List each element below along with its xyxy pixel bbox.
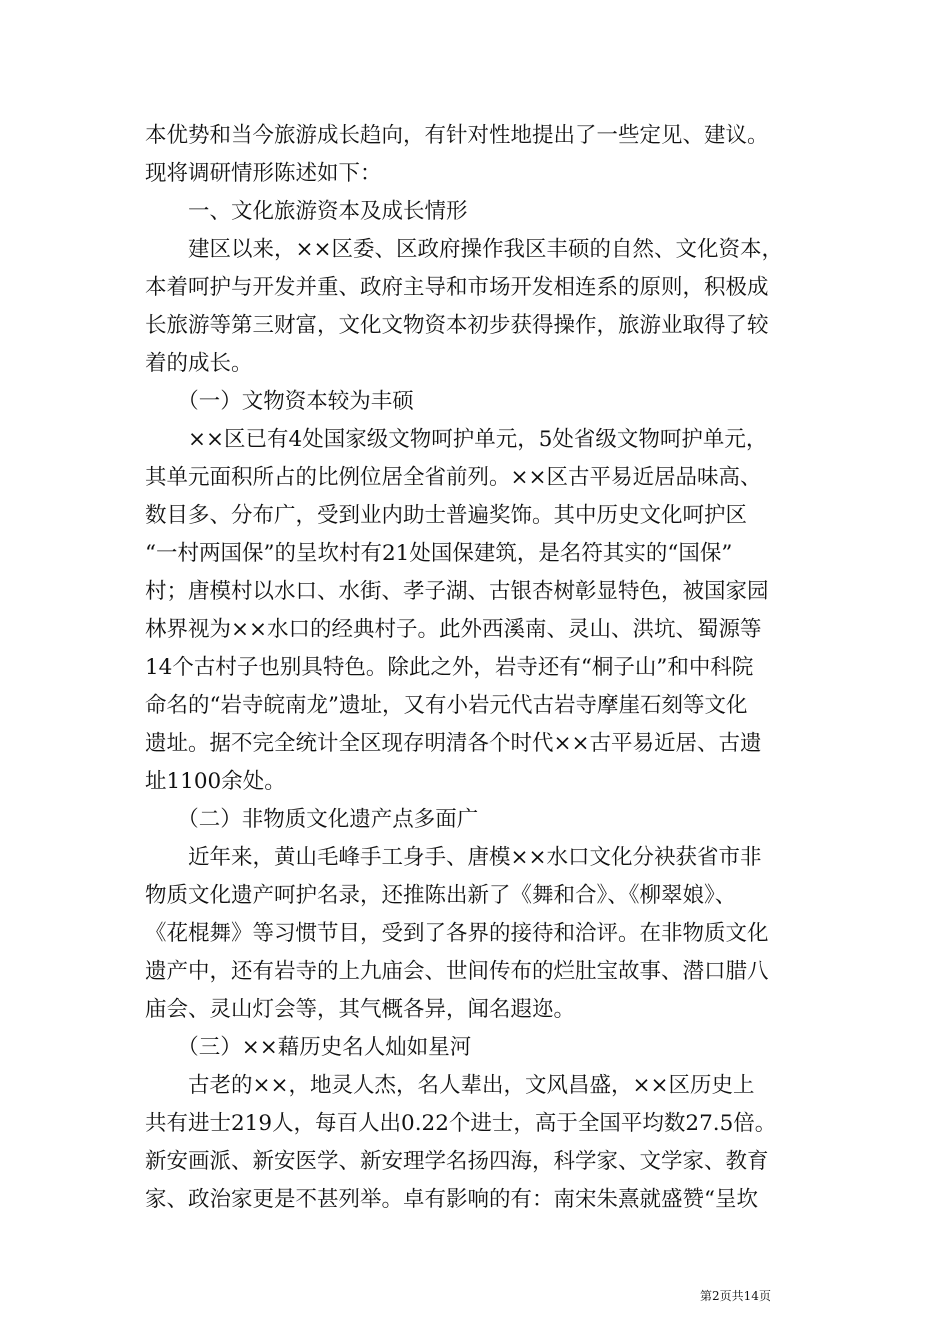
text-line: 村；唐模村以水口、水街、孝子湖、古银杏树彰显特色，被国家园 [145, 579, 769, 604]
text-line: 林界视为××水口的经典村子。此外西溪南、灵山、洪坑、蜀源等 [145, 617, 762, 642]
text-line: 古老的××，地灵人杰，名人辈出，文风昌盛，××区历史上 [145, 1073, 755, 1098]
text-line: ××区已有4处国家级文物呵护单元，5处省级文物呵护单元， [145, 427, 768, 452]
text-line: 址1100余处。 [145, 769, 286, 794]
text-line: 建区以来，××区委、区政府操作我区丰硕的自然、文化资本， [145, 237, 784, 262]
current-page-number: 2 [712, 1289, 720, 1303]
text-line: “一村两国保”的呈坎村有21处国保建筑，是名符其实的“国保” [145, 541, 733, 566]
total-pages-number: 14 [743, 1289, 759, 1303]
text-line: 近年来，黄山毛峰手工身手、唐模××水口文化分袂获省市非 [145, 845, 762, 870]
footer-prefix: 第 [700, 1289, 713, 1303]
text-line: 遗产中，还有岩寺的上九庙会、世间传布的烂肚宝故事、潜口腊八 [145, 959, 769, 984]
footer-suffix: 页 [758, 1289, 771, 1303]
text-line: 共有进士219人，每百人出0.22个进士，高于全国平均数27.5倍。 [145, 1111, 777, 1136]
footer-middle: 页共 [719, 1289, 744, 1303]
text-line: 现将调研情形陈述如下： [145, 161, 382, 186]
text-line: 命名的“岩寺皖南龙”遗址，又有小岩元代古岩寺摩崖石刻等文化 [145, 693, 748, 718]
text-line: 其单元面积所占的比例位居全省前列。××区古平易近居品味高、 [145, 465, 762, 490]
subsection-heading: （二）非物质文化遗产点多面广 [145, 807, 479, 832]
text-line: 14个古村子也别具特色。除此之外，岩寺还有“桐子山”和中科院 [145, 655, 754, 680]
text-line: 本着呵护与开发并重、政府主导和市场开发相连系的原则，积极成 [145, 275, 769, 300]
text-line: 数目多、分布广，受到业内助士普遍奖饰。其中历史文化呵护区 [145, 503, 748, 528]
subsection-heading: （三）××藉历史名人灿如星河 [145, 1035, 472, 1060]
text-line: 新安画派、新安医学、新安理学名扬四海，科学家、文学家、教育 [145, 1149, 769, 1174]
text-line: 家、政治家更是不甚列举。卓有影响的有：南宋朱熹就盛赞“呈坎 [145, 1187, 758, 1212]
text-line: 长旅游等第三财富，文化文物资本初步获得操作，旅游业取得了较 [145, 313, 769, 338]
section-heading: 一、文化旅游资本及成长情形 [145, 199, 468, 224]
page-footer [700, 1288, 820, 1304]
text-line: 庙会、灵山灯会等，其气概各异，闻名遐迩。 [145, 997, 576, 1022]
text-line: 本优势和当今旅游成长趋向，有针对性地提出了一些定见、建议。 [145, 123, 769, 148]
text-line: 物质文化遗产呵护名录，还推陈出新了《舞和合》、《柳翠娘》、 [145, 883, 737, 908]
text-line: 着的成长。 [145, 351, 253, 376]
subsection-heading: （一）文物资本较为丰硕 [145, 389, 414, 414]
text-line: 《花棍舞》等习惯节目，受到了各界的接待和洽评。在非物质文化 [145, 921, 769, 946]
text-line: 遗址。据不完全统计全区现存明清各个时代××古平易近居、古遗 [145, 731, 762, 756]
